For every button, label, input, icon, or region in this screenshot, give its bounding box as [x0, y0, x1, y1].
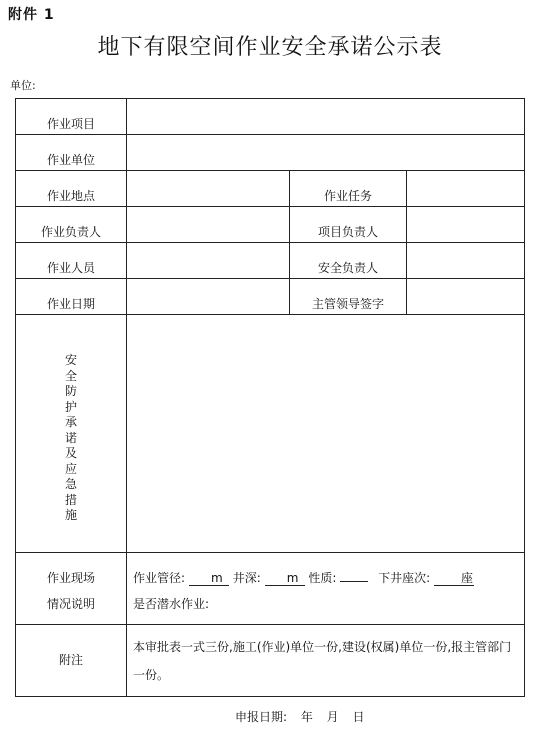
label-location: 作业地点: [16, 171, 127, 207]
field-safety-commitment[interactable]: [127, 315, 525, 553]
row-safety-commitment: [16, 315, 525, 553]
label-note: 附注: [16, 625, 127, 697]
submission-date: 申报日期: 年 月 日: [235, 710, 365, 724]
row-project: [16, 99, 525, 135]
page-title: 地下有限空间作业安全承诺公示表: [97, 35, 443, 60]
label-safety-leader: 安全负责人: [290, 243, 407, 279]
site-line-1: [133, 565, 518, 591]
label-site-conditions: [16, 553, 127, 625]
well-depth-unit: m: [286, 571, 299, 585]
row-note: [16, 625, 525, 697]
label-work-leader: 作业负责人: [16, 207, 127, 243]
field-work-unit[interactable]: [127, 135, 525, 171]
row-location: [16, 171, 525, 207]
pipe-diameter-label: 作业管径:: [133, 571, 186, 585]
field-supervisor-sign[interactable]: [407, 279, 525, 315]
unit-label: 单位:: [10, 79, 36, 92]
row-site-conditions: [16, 553, 525, 625]
field-date[interactable]: [127, 279, 290, 315]
field-project-leader[interactable]: [407, 207, 525, 243]
label-date: 作业日期: [16, 279, 127, 315]
field-work-leader[interactable]: [127, 207, 290, 243]
site-line-2: [133, 591, 518, 617]
nature-label: 性质:: [308, 571, 337, 585]
label-personnel: 作业人员: [16, 243, 127, 279]
field-location[interactable]: [127, 171, 290, 207]
well-depth-label: 井深:: [232, 571, 261, 585]
row-work-unit: [16, 135, 525, 171]
diving-label: 是否潜水作业:: [133, 597, 210, 611]
pipe-diameter-field[interactable]: [189, 571, 229, 586]
label-work-unit: 作业单位: [16, 135, 127, 171]
wells-count-field[interactable]: [434, 571, 474, 586]
label-supervisor-sign: 主管领导签字: [290, 279, 407, 315]
nature-field[interactable]: [340, 581, 368, 582]
site-label-line2: 情况说明: [46, 597, 95, 611]
row-date: [16, 279, 525, 315]
field-project[interactable]: [127, 99, 525, 135]
label-safety-commitment: [16, 315, 127, 553]
field-site-conditions: [127, 553, 525, 625]
safety-commitment-text: 安全防护承诺及应急措施: [64, 353, 77, 522]
field-personnel[interactable]: [127, 243, 290, 279]
wells-count-unit: 座: [460, 571, 473, 585]
commitment-form-table: [15, 98, 525, 697]
label-task: 作业任务: [290, 171, 407, 207]
attachment-label: 附件 1: [8, 7, 55, 23]
well-depth-field[interactable]: [265, 571, 305, 586]
pipe-diameter-unit: m: [211, 571, 223, 585]
field-task[interactable]: [407, 171, 525, 207]
field-safety-leader[interactable]: [407, 243, 525, 279]
row-leaders: [16, 207, 525, 243]
note-text: 本审批表一式三份,施工(作业)单位一份,建设(权属)单位一份,报主管部门一份。: [127, 625, 525, 697]
row-personnel: [16, 243, 525, 279]
site-label-line1: 作业现场: [46, 571, 95, 585]
wells-count-label: 下井座次:: [378, 571, 431, 585]
label-project: 作业项目: [16, 99, 127, 135]
label-project-leader: 项目负责人: [290, 207, 407, 243]
